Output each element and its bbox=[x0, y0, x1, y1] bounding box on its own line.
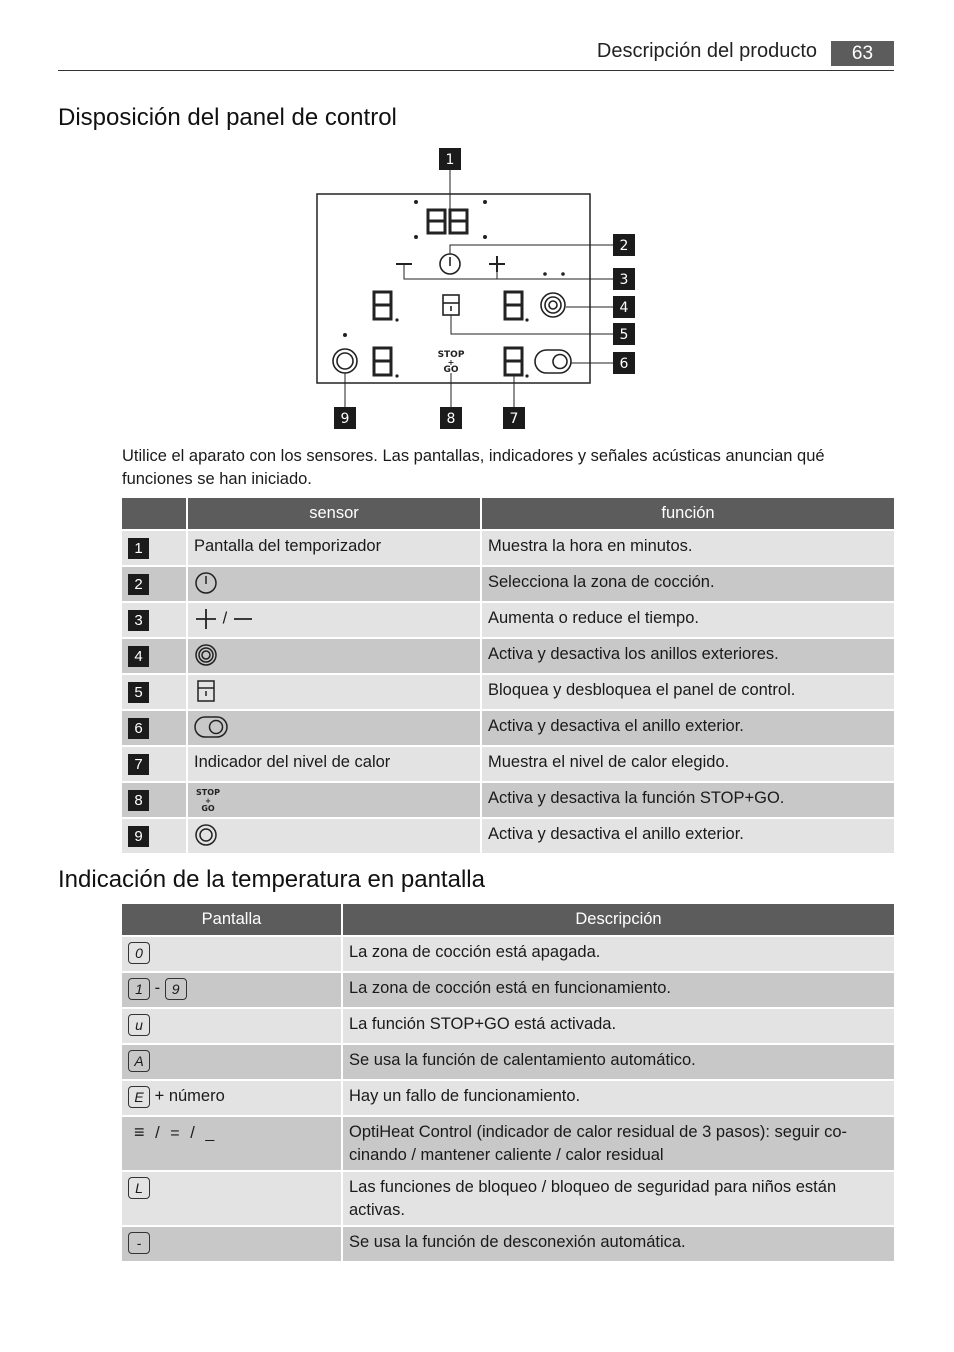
sensor-cell: Indicador del nivel de calor bbox=[188, 747, 480, 781]
row-number: 1 bbox=[128, 538, 149, 559]
double-ring-icon bbox=[194, 823, 218, 847]
section-title-panel: Disposición del panel de control bbox=[58, 104, 397, 131]
plus-icon bbox=[194, 607, 218, 631]
display-symbol: _ bbox=[205, 1125, 215, 1142]
table-row bbox=[122, 639, 894, 673]
row-number: 7 bbox=[128, 754, 149, 775]
description-cell: OptiHeat Control (indicador de calor residual de 3 pasos): seguir co- cinando / mantener caliente / calor residual bbox=[343, 1117, 894, 1170]
separator: / bbox=[190, 1124, 195, 1142]
display-symbol: 9 bbox=[165, 978, 187, 1000]
svg-text:+: + bbox=[447, 358, 455, 367]
table-row bbox=[122, 1009, 894, 1043]
function-cell: Aumenta o reduce el tiempo. bbox=[482, 603, 894, 637]
row-number: 4 bbox=[128, 646, 149, 667]
svg-text:4: 4 bbox=[619, 300, 629, 316]
table-row bbox=[122, 1227, 894, 1261]
table-row bbox=[122, 747, 894, 781]
svg-text:GO: GO bbox=[443, 365, 459, 375]
row-number: 3 bbox=[128, 610, 149, 631]
display-symbol: L bbox=[128, 1177, 150, 1199]
header-title: Descripción del producto bbox=[596, 40, 817, 62]
display-symbol: 1 bbox=[128, 978, 150, 1000]
description-cell: La zona de cocción está en funcionamiento. bbox=[343, 973, 894, 1007]
function-cell: Activa y desactiva la función STOP+GO. bbox=[482, 783, 894, 817]
description-cell: Hay un fallo de funcionamiento. bbox=[343, 1081, 894, 1115]
svg-text:1: 1 bbox=[445, 152, 455, 168]
function-cell: Activa y desactiva el anillo exterior. bbox=[482, 711, 894, 745]
description-cell: La zona de cocción está apagada. bbox=[343, 937, 894, 971]
display-extra: + número bbox=[154, 1087, 225, 1105]
svg-text:6: 6 bbox=[619, 356, 629, 372]
section-title-temperature: Indicación de la temperatura en pantalla bbox=[58, 866, 485, 893]
header-number bbox=[122, 498, 186, 529]
svg-text:STOP: STOP bbox=[437, 350, 465, 360]
table-row bbox=[122, 711, 894, 745]
table-row bbox=[122, 1045, 894, 1079]
minus-icon bbox=[232, 607, 254, 631]
intro-text: Utilice el aparato con los sensores. Las pantallas, indicadores y señales acústicas anuncian qué funciones se han iniciado. bbox=[122, 447, 825, 488]
table-row bbox=[122, 819, 894, 853]
svg-text:5: 5 bbox=[619, 327, 629, 343]
header-description: Descripción bbox=[343, 904, 894, 935]
table-row bbox=[122, 783, 894, 817]
display-table bbox=[120, 902, 896, 1263]
description-cell: Se usa la función de calentamiento automático. bbox=[343, 1045, 894, 1079]
table-row bbox=[122, 567, 894, 601]
stop-go-icon bbox=[194, 787, 224, 813]
row-number: 8 bbox=[128, 790, 149, 811]
separator: / bbox=[155, 1124, 160, 1142]
svg-text:2: 2 bbox=[619, 238, 629, 254]
table-row bbox=[122, 937, 894, 971]
display-symbol: = bbox=[170, 1125, 180, 1142]
function-cell: Activa y desactiva los anillos exteriores. bbox=[482, 639, 894, 673]
row-number: 6 bbox=[128, 718, 149, 739]
table-row bbox=[122, 531, 894, 565]
table-row bbox=[122, 603, 894, 637]
display-symbol: - bbox=[128, 1232, 150, 1254]
lock-icon bbox=[194, 679, 218, 703]
table-row bbox=[122, 1172, 894, 1225]
description-cell: Se usa la función de desconexión automática. bbox=[343, 1227, 894, 1261]
function-cell: Selecciona la zona de cocción. bbox=[482, 567, 894, 601]
oval-ring-icon bbox=[194, 715, 228, 739]
header-sensor: sensor bbox=[188, 498, 480, 529]
row-number: 2 bbox=[128, 574, 149, 595]
display-symbol: A bbox=[128, 1050, 150, 1072]
page-number: 63 bbox=[831, 41, 894, 66]
sensor-cell: Pantalla del temporizador bbox=[188, 531, 480, 565]
table-row bbox=[122, 1117, 894, 1170]
description-cell: La función STOP+GO está activada. bbox=[343, 1009, 894, 1043]
triple-ring-icon bbox=[194, 643, 218, 667]
separator: / bbox=[222, 609, 228, 628]
separator: - bbox=[154, 979, 161, 997]
display-symbol: E bbox=[128, 1086, 150, 1108]
display-symbol: 0 bbox=[128, 942, 150, 964]
svg-text:GO: GO bbox=[201, 804, 215, 813]
function-cell: Muestra el nivel de calor elegido. bbox=[482, 747, 894, 781]
display-symbol: u bbox=[128, 1014, 150, 1036]
control-panel-diagram bbox=[300, 140, 650, 435]
header-rule bbox=[58, 70, 894, 71]
svg-text:8: 8 bbox=[446, 411, 456, 427]
function-cell: Bloquea y desbloquea el panel de control. bbox=[482, 675, 894, 709]
svg-text:3: 3 bbox=[619, 272, 629, 288]
table-row bbox=[122, 973, 894, 1007]
header-display: Pantalla bbox=[122, 904, 341, 935]
table-row bbox=[122, 675, 894, 709]
header-function: función bbox=[482, 498, 894, 529]
timer-icon bbox=[194, 571, 218, 595]
sensor-table bbox=[120, 496, 896, 855]
display-symbol: ≡ bbox=[134, 1122, 145, 1142]
function-cell: Activa y desactiva el anillo exterior. bbox=[482, 819, 894, 853]
row-number: 9 bbox=[128, 826, 149, 847]
svg-text:+: + bbox=[205, 797, 211, 805]
table-row bbox=[122, 1081, 894, 1115]
svg-text:9: 9 bbox=[340, 411, 350, 427]
svg-text:STOP: STOP bbox=[196, 788, 220, 797]
svg-text:7: 7 bbox=[509, 411, 519, 427]
row-number: 5 bbox=[128, 682, 149, 703]
description-cell: Las funciones de bloqueo / bloqueo de seguridad para niños están activas. bbox=[343, 1172, 894, 1225]
function-cell: Muestra la hora en minutos. bbox=[482, 531, 894, 565]
